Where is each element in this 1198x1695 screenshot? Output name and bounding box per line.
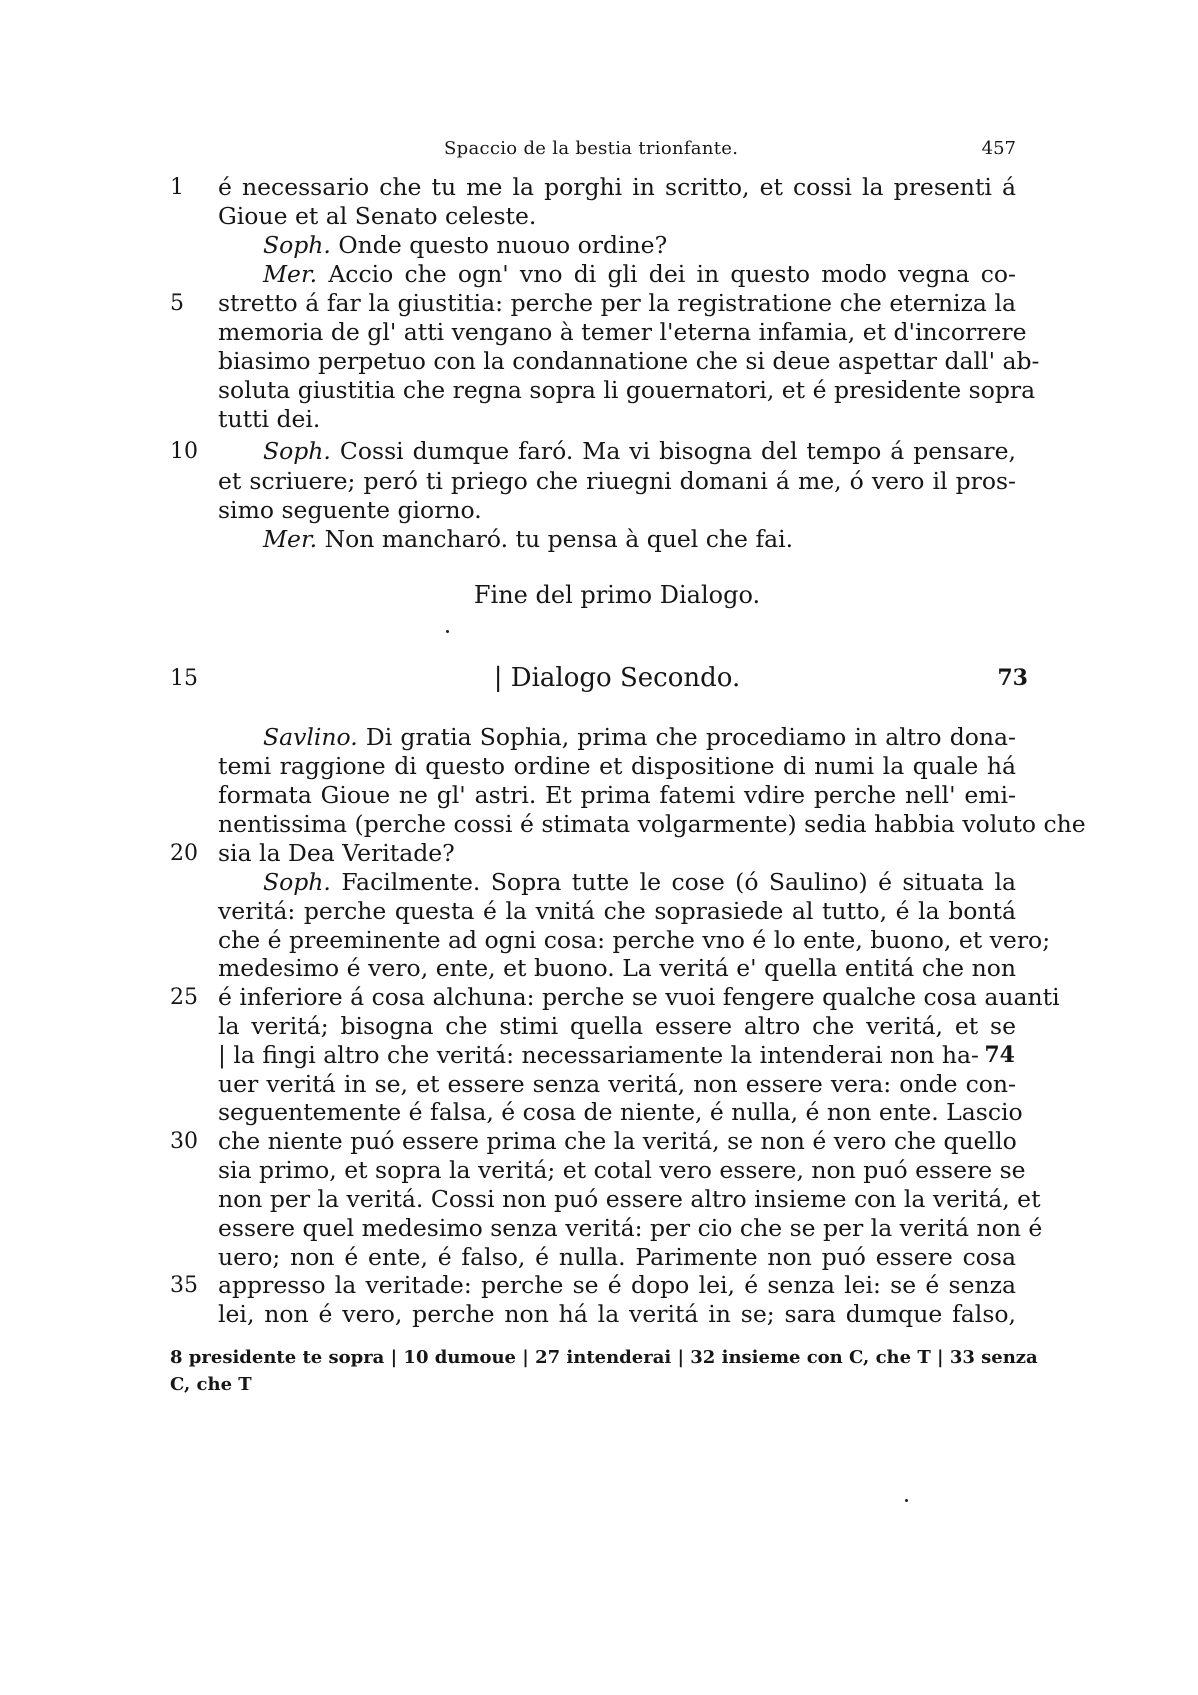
text-line: memoria de gl' atti vengano à temer l'eterna infamia, et d'incorrere <box>218 318 1027 346</box>
speaker-label: Mer. <box>263 525 318 553</box>
speech-text: Accio che ogn' vno di gli dei in questo modo vegna co- <box>328 260 1016 288</box>
page-number: 457 <box>981 138 1016 159</box>
end-of-dialogue-heading: Fine del primo Dialogo. <box>473 581 761 609</box>
text-line: che niente puó essere prima che la veritá, se non é vero che quello <box>218 1127 1017 1155</box>
speaker-label: Soph. <box>263 868 331 896</box>
speech-text: Facilmente. Sopra tutte le cose (ó Saulino) é situata la <box>341 868 1016 896</box>
speaker-label: Soph. <box>263 231 331 259</box>
speech-line <box>218 524 1016 555</box>
speech-line <box>218 867 1016 898</box>
line-number-1: 1 <box>170 175 184 200</box>
text-line: uer veritá in se, et essere senza veritá, non essere vera: onde con- <box>218 1070 1016 1098</box>
footnote-line: C, che T <box>170 1374 252 1395</box>
text-line: temi raggione di questo ordine et dispositione di numi la quale há <box>218 752 1016 780</box>
text-line: veritá: perche questa é la vnitá che soprasiede al tutto, é la bontá <box>218 897 1016 925</box>
text-line: essere quel medesimo senza veritá: per cio che se per la veritá non é <box>218 1214 1043 1242</box>
text-line: seguentemente é falsa, é cosa de niente, é nulla, é non ente. Lascio <box>218 1098 1023 1126</box>
speech-text: Cossi dumque faró. Ma vi bisogna del tempo á pensare, <box>339 437 1016 465</box>
speech-line <box>218 230 1016 261</box>
text-line: sia la Dea Veritade? <box>218 839 455 867</box>
speech-line <box>218 259 1016 290</box>
text-line: nentissima (perche cossi é stimata volgarmente) sedia habbia voluto che <box>218 810 1086 838</box>
ink-speck <box>905 1499 908 1502</box>
text-line: uero; non é ente, é falso, é nulla. Parimente non puó essere cosa <box>218 1243 1016 1271</box>
speech-text: Onde questo nuouo ordine? <box>338 231 668 259</box>
text-line: medesimo é vero, ente, et buono. La veritá e' quella entitá che non <box>218 954 1016 982</box>
speech-text: Di gratia Sophia, prima che procediamo in altro dona- <box>365 723 1016 751</box>
line-number-10: 10 <box>170 439 198 464</box>
ink-speck <box>446 630 449 633</box>
text-line: soluta giustitia che regna sopra li gouernatori, et é presidente sopra <box>218 376 1036 404</box>
text-line: tutti dei. <box>218 405 321 433</box>
speech-line <box>218 436 1016 467</box>
speaker-label: Savlino. <box>263 723 358 751</box>
text-line: simo seguente giorno. <box>218 496 482 524</box>
text-line: stretto á far la giustitia: perche per la registratione che eterniza la <box>218 289 1016 317</box>
line-number-20: 20 <box>170 841 198 866</box>
text-line: é necessario che tu me la porghi in scritto, et cossi la presenti á <box>218 173 1016 201</box>
speaker-label: Mer. <box>263 260 318 288</box>
text-line: formata Gioue ne gl' astri. Et prima fatemi vdire perche nell' emi- <box>218 781 1016 809</box>
text-line: | la fingi altro che veritá: necessariamente la intenderai non ha- <box>218 1041 979 1069</box>
line-number-5: 5 <box>170 291 184 316</box>
section-heading: | Dialogo Secondo. <box>493 663 741 693</box>
line-number-25: 25 <box>170 985 198 1010</box>
text-line: Gioue et al Senato celeste. <box>218 202 537 230</box>
speech-line <box>218 722 1016 753</box>
speech-text: Non mancharó. tu pensa à quel che fai. <box>324 525 794 553</box>
text-line: et scriuere; peró ti priego che riuegni domani á me, ó vero il pros- <box>218 467 1016 495</box>
text-line: é inferiore á cosa alchuna: perche se vuoi fengere qualche cosa auanti <box>218 983 1060 1011</box>
running-title: Spaccio de la bestia trionfante. <box>444 138 739 159</box>
footnote-line: 8 presidente te sopra | 10 dumoue | 27 intenderai | 32 insieme con C, che T | 33 senza <box>170 1347 1038 1368</box>
text-line: che é preeminente ad ogni cosa: perche vno é lo ente, buono, et vero; <box>218 926 1051 954</box>
speaker-label: Soph. <box>263 437 331 465</box>
text-line: non per la veritá. Cossi non puó essere altro insieme con la veritá, et <box>218 1185 1041 1213</box>
text-line: appresso la veritade: perche se é dopo lei, é senza lei: se é senza <box>218 1271 1016 1299</box>
text-line: biasimo perpetuo con la condannatione che si deue aspettar dall' ab- <box>218 347 1040 375</box>
text-line: sia primo, et sopra la veritá; et cotal vero essere, non puó essere se <box>218 1156 1026 1184</box>
text-line: la veritá; bisogna che stimi quella essere altro che veritá, et se <box>218 1012 1016 1040</box>
text-line: lei, non é vero, perche non há la veritá in se; sara dumque falso, <box>218 1300 1016 1328</box>
marginal-page-ref: 73 <box>997 665 1028 691</box>
marginal-page-ref: 74 <box>984 1042 1015 1068</box>
line-number-30: 30 <box>170 1129 198 1154</box>
line-number-35: 35 <box>170 1273 198 1298</box>
line-number-15: 15 <box>170 666 198 691</box>
